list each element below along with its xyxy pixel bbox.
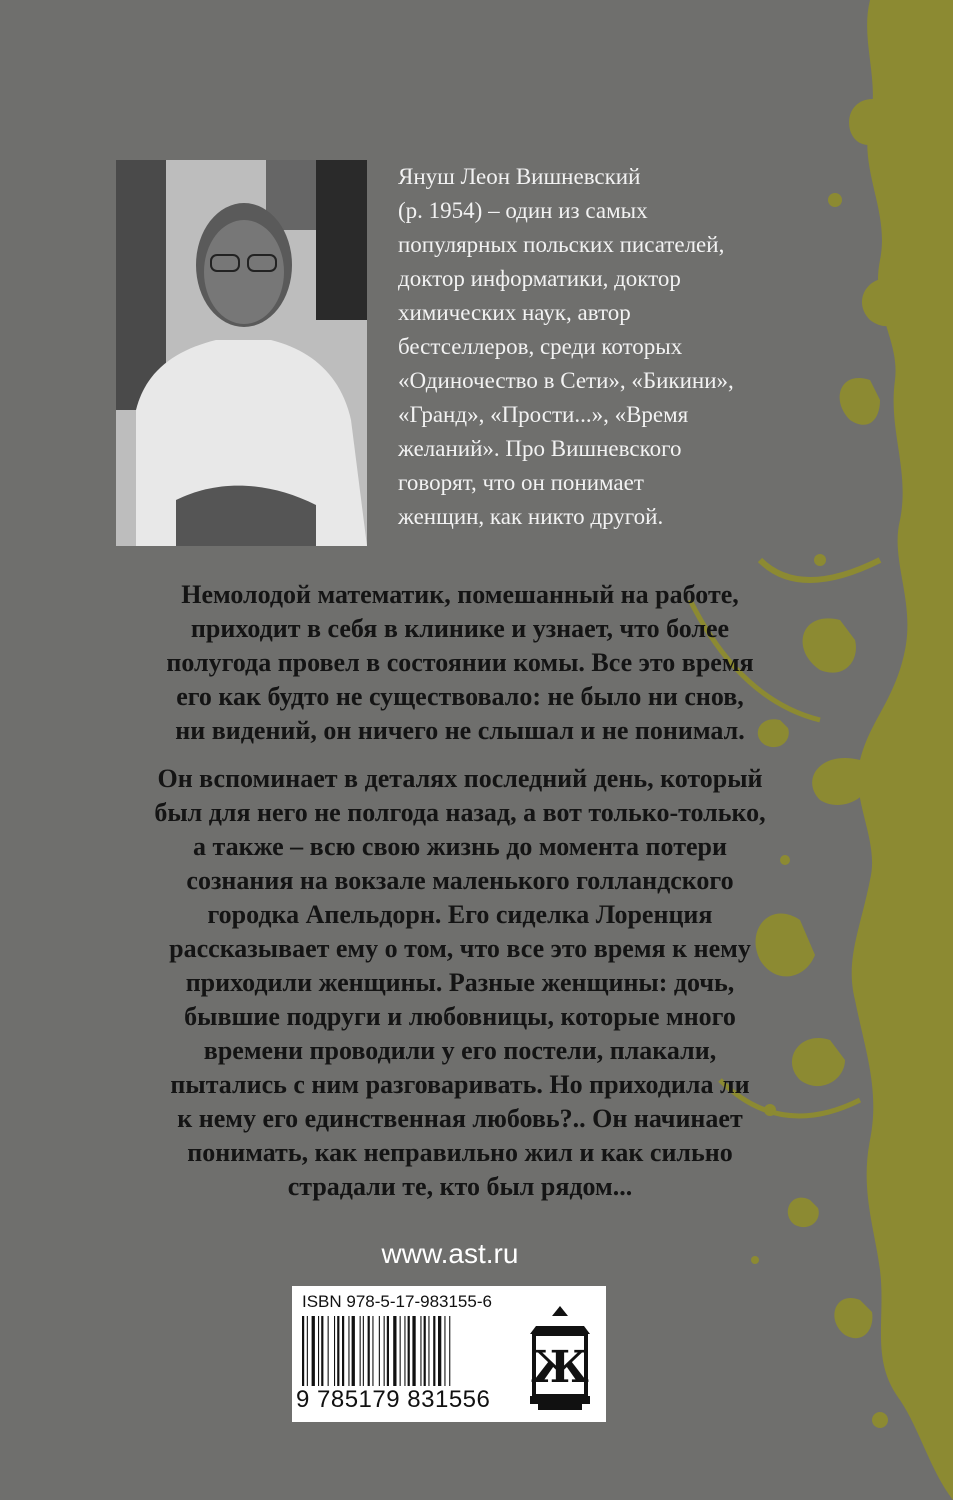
text-line: бестселлеров, среди которых	[398, 334, 683, 359]
text-line: «Гранд», «Прости...», «Время	[398, 402, 689, 427]
text-line: пытались с ним разговаривать. Но приходила ли	[170, 1070, 750, 1099]
text-line: сознания на вокзале маленького голландского	[186, 866, 734, 895]
barcode	[302, 1316, 512, 1386]
text-line: а также – всю свою жизнь до момента потери	[193, 832, 727, 861]
barcode-bar	[384, 1316, 385, 1386]
text-line: времени проводили у его постели, плакали,	[203, 1036, 717, 1065]
barcode-bar	[337, 1316, 339, 1386]
barcode-bar	[312, 1316, 315, 1386]
text-line: ни видений, он ничего не слышал и не понимал.	[175, 716, 745, 745]
barcode-block	[292, 1286, 606, 1422]
barcode-bar	[428, 1316, 429, 1386]
logo-letter: Ж	[531, 1342, 589, 1393]
text-line: приходит в себя в клинике и узнает, что более	[190, 614, 730, 643]
text-line: говорят, что он понимает	[398, 470, 644, 495]
text-line: к нему его единственная любовь?.. Он начинает	[177, 1104, 743, 1133]
text-line: приходили женщины. Разные женщины: дочь,	[185, 968, 735, 997]
publisher-lantern-logo	[524, 1304, 596, 1412]
barcode-bar	[433, 1316, 435, 1386]
text-line: желаний». Про Вишневского	[398, 436, 682, 461]
barcode-bar	[321, 1316, 323, 1386]
barcode-bar	[372, 1316, 373, 1386]
barcode-bar	[444, 1316, 445, 1386]
barcode-bar	[404, 1316, 405, 1386]
barcode-bar	[400, 1316, 401, 1386]
text-line: бывшие подруги и любовницы, которые много	[184, 1002, 736, 1031]
barcode-bar	[420, 1316, 421, 1386]
author-bio	[398, 160, 828, 534]
barcode-bar	[363, 1316, 364, 1386]
text-line: страдали те, кто был рядом...	[287, 1172, 633, 1201]
barcode-bar	[379, 1316, 380, 1386]
barcode-bar	[408, 1316, 410, 1386]
barcode-bar	[318, 1316, 319, 1386]
barcode-bar	[412, 1316, 415, 1386]
barcode-bar	[387, 1316, 389, 1386]
text-line: (р. 1954) – один из самых	[398, 198, 648, 223]
text-line: был для него не полгода назад, а вот только-только,	[154, 798, 766, 827]
text-line: понимать, как неправильно жил и как сильно	[187, 1138, 733, 1167]
text-line: полугода провел в состоянии комы. Все это время	[166, 648, 754, 677]
barcode-bar	[424, 1316, 426, 1386]
text-line: рассказывает ему о том, что все это время к нему	[169, 934, 751, 963]
synopsis-paragraph-1	[60, 578, 860, 748]
barcode-bar	[342, 1316, 344, 1386]
synopsis-paragraph-2	[60, 762, 860, 1204]
text-line: Он вспоминает в деталях последний день, который	[157, 764, 763, 793]
text-line: его как будто не существовало: не было ни снов,	[176, 682, 744, 711]
barcode-bar	[328, 1316, 329, 1386]
barcode-digits: 9 785179 831556	[296, 1386, 491, 1413]
isbn-label: ISBN 978-5-17-983155-6	[302, 1292, 492, 1311]
barcode-bar	[449, 1316, 450, 1386]
barcode-bar	[352, 1316, 355, 1386]
text-line: Немолодой математик, помешанный на работе,	[181, 580, 739, 609]
barcode-bar	[348, 1316, 349, 1386]
text-line: городка Апельдорн. Его сиделка Лоренция	[207, 900, 713, 929]
barcode-bar	[393, 1316, 396, 1386]
text-line: доктор информатики, доктор	[398, 266, 681, 291]
text-line: популярных польских писателей,	[398, 232, 725, 257]
barcode-bar	[360, 1316, 361, 1386]
text-line: Януш Леон Вишневский	[398, 164, 641, 189]
barcode-bar	[368, 1316, 370, 1386]
barcode-bar	[438, 1316, 441, 1386]
barcode-bar	[334, 1316, 335, 1386]
text-line: «Одиночество в Сети», «Бикини»,	[398, 368, 734, 393]
publisher-website: www.ast.ru	[381, 1238, 519, 1269]
text-line: женщин, как никто другой.	[398, 504, 664, 529]
author-photo	[116, 160, 367, 546]
text-line: химических наук, автор	[398, 300, 631, 325]
barcode-bar	[307, 1316, 308, 1386]
barcode-bar	[302, 1316, 304, 1386]
